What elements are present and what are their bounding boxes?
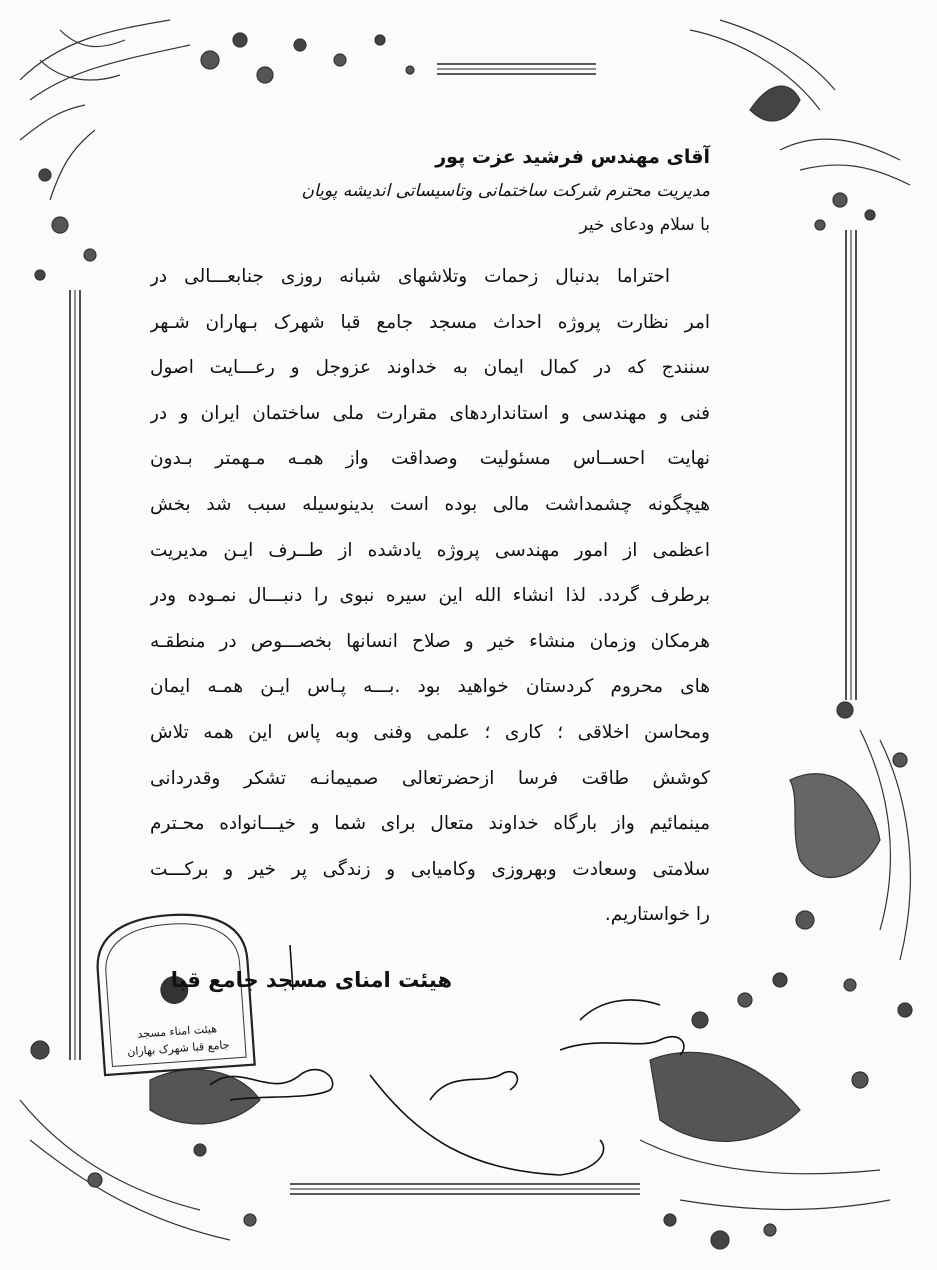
stamp-line-1: هیئت امناء مسجد [137,1022,218,1041]
body-line: ومحاسن اخلاقی ؛ کاری ؛ علمی وفنی وبه پاس این همه تلاش [150,721,710,743]
body-line: فنی و مهندسی و استانداردهای مقرارت ملی ساختمان ایران و در [150,402,710,424]
body-line: کوشش طاقت فرسا ازحضرتعالی صمیمانـه تشکر وقدردانی [150,767,710,789]
body-line: هیچگونه چشمداشت مالی بوده است بدینوسیله سبب شد بخش [150,493,710,515]
body-line: برطرف گردد. لذا انشاء الله این سیره نبوی را دنبـــال نمـوده ودر [150,585,710,607]
bird-ornament-right [773,702,912,1017]
body-line: نهایت احســاس مسئولیت وصداقت واز همـه مـهمتر بـدون [150,448,710,470]
greeting-line: با سلام ودعای خیر [579,215,710,235]
body-line: را خواستاریم. [604,904,710,926]
body-line: مینمائیم واز بارگاه خداوند متعال برای شما و خیـــانواده محـترم [150,813,710,835]
body-line: های محروم کردستان خواهید بود .بـــه پـاس ایـن همـه ایمان [150,676,710,698]
signature-title: هیئت امنای مسجد جامع قبا [170,968,452,992]
stamp-line-2: جامع قبا شهرک بهاران [126,1038,230,1059]
body-line: احتراما بدنبال زحمات وتلاشهای شبانه روزی جنابعـــالی در [150,266,670,287]
letter-text [150,140,710,938]
body-line: سنندج که در کمال ایمان به خداوند عزوجل و رعـــایت اصول [150,357,710,379]
body-line: امر نظارت پروژه احداث مسجد جامع قبا شهرک بـهاران شـهر [150,311,710,333]
body-line: اعظمی از امور مهندسی پروژه یادشده از طــرف ایـن مدیریت [150,539,710,561]
bird-ornament-bottom-right [640,993,890,1249]
bird-ornament-bottom-left [20,1041,260,1240]
addressee-line: آقای مهندس فرشید عزت پور [435,146,710,168]
body-line: سلامتی وسعادت وبهروزی وکامیابی و زندگی پر خیر و برکـــت [150,858,710,880]
recipient-title: مدیریت محترم شرکت ساختمانی وتاسیساتی اندیشه پویان [301,181,710,201]
bird-ornament-top-right [690,20,910,230]
body-line: هرمکان وزمان منشاء خیر و صلاح انسانها بخصـــوص در منطقـه [150,630,710,652]
